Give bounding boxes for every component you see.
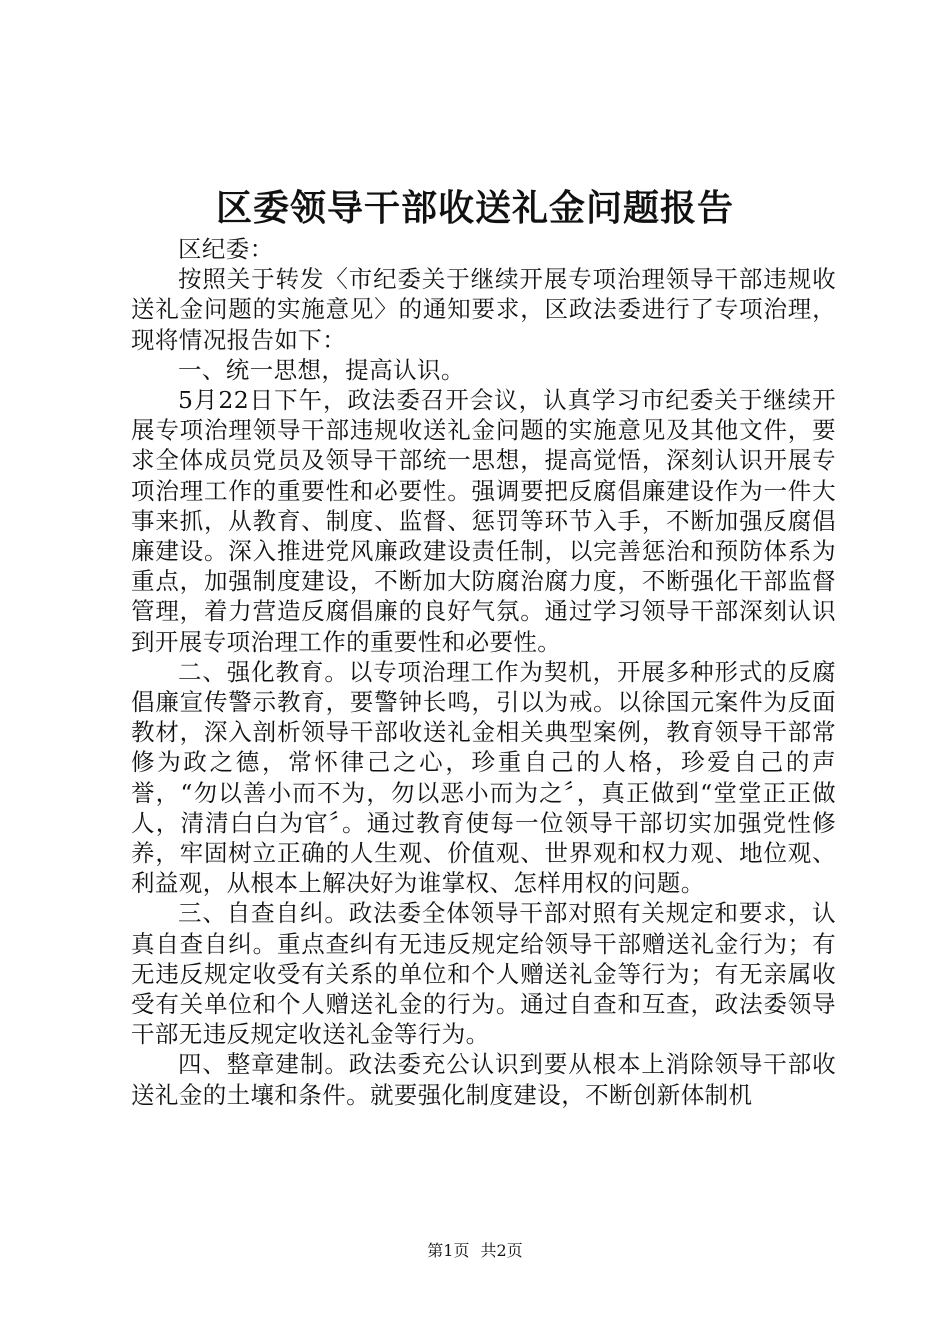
page-total: 共2页 [480,1241,523,1260]
paragraph-section-3: 三、自查自纠。政法委全体领导干部对照有关规定和要求，认真自查自纠。重点查纠有无违反规定给领导干部赠送礼金行为；有无违反规定收受有关系的单位和个人赠送礼金等行为；有无亲属收受有关单位和个人赠送礼金的行为。通过自查和互查，政法委领导干部无违反规定收送礼金等行为。 [131,899,836,1049]
paragraph-section-1: 5月22日下午，政法委召开会议，认真学习市纪委关于继续开展专项治理领导干部违规收送礼金问题的实施意见及其他文件，要求全体成员党员及领导干部统一思想，提高觉悟，深刻认识开展专项治理工作的重要性和必要性。强调要把反腐倡廉建设作为一件大事来抓，从教育、制度、监督、惩罚等环节入手，不断加强反腐倡廉建设。深入推进党风廉政建设责任制，以完善惩治和预防体系为重点，加强制度建设，不断加大防腐治腐力度，不断强化干部监督管理，着力营造反腐倡廉的良好气氛。通过学习领导干部深刻认识到开展专项治理工作的重要性和必要性。 [131,386,836,656]
document-title: 区委领导干部收送礼金问题报告 [215,187,734,229]
page-number: 第1页 [427,1241,470,1260]
section-heading-1: 一、统一思想，提高认识。 [178,355,465,384]
paragraph-intro: 按照关于转发〈市纪委关于继续开展专项治理领导干部违规收送礼金问题的实施意见〉的通知要求，区政法委进行了专项治理，现将情况报告如下： [131,265,836,354]
paragraph-section-4: 四、整章建制。政法委充公认识到要从根本上消除领导干部收送礼金的土壤和条件。就要强化制度建设，不断创新体制机 [131,1050,836,1109]
salutation: 区纪委： [178,235,274,263]
page-footer [0,1240,950,1262]
document-body [131,234,836,1110]
paragraph-section-2: 二、强化教育。以专项治理工作为契机，开展多种形式的反腐倡廉宣传警示教育，要警钟长鸣，引以为戒。以徐国元案件为反面教材，深入剖析领导干部收送礼金相关典型案例，教育领导干部常修为政之德，常怀律己之心，珍重自己的人格，珍爱自己的声誉，“勿以善小而不为，勿以恶小而为之〞，真正做到“堂堂正正做人，清清白白为官〞。通过教育使每一位领导干部切实加强党性修养，牢固树立正确的人生观、价值观、世界观和权力观、地位观、利益观，从根本上解决好为谁掌权、怎样用权的问题。 [131,657,836,898]
